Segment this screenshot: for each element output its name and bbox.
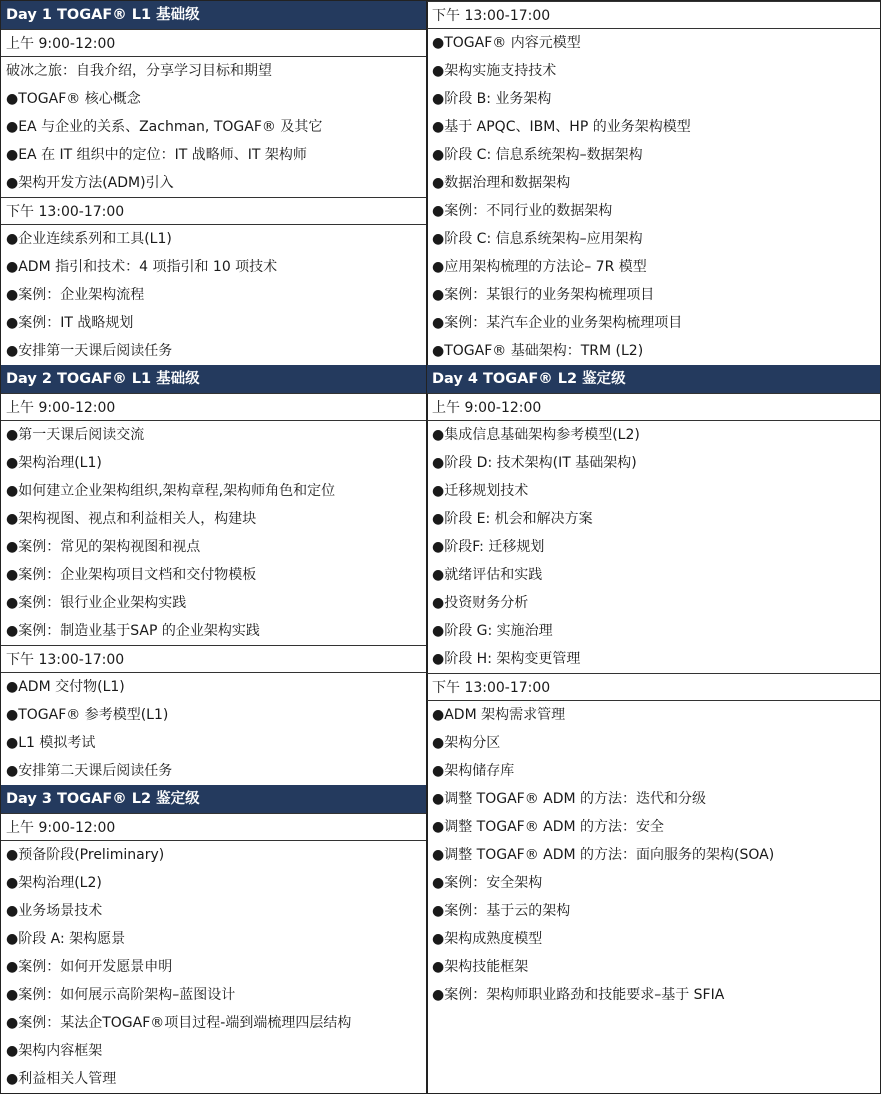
agenda-item: ●调整 TOGAF® ADM 的方法：面向服务的架构(SOA) [432,847,775,863]
agenda-item: ●L1 模拟考试 [6,735,96,751]
schedule-column-right [426,0,881,1094]
agenda-item: ●案例：银行业企业架构实践 [6,595,187,611]
agenda-item: ●第一天课后阅读交流 [6,427,145,443]
agenda-item: ●阶段 H: 架构变更管理 [432,651,581,667]
agenda-item: ●案例：常见的架构视图和视点 [6,539,201,555]
agenda-item: ●阶段 A: 架构愿景 [6,931,126,947]
agenda-item: ●架构开发方法(ADM)引入 [6,175,174,191]
agenda-item: ●案例：制造业基于SAP 的企业架构实践 [6,623,260,639]
agenda-item: ●架构成熟度模型 [432,931,543,947]
agenda-item: ●安排第一天课后阅读任务 [6,343,173,359]
agenda-item: ●阶段 D: 技术架构(IT 基础架构) [432,455,637,471]
agenda-item: ●案例：企业架构项目文档和交付物模板 [6,567,257,583]
agenda-item: ●架构实施支持技术 [432,63,557,79]
day-header: Day 3 TOGAF® L2 鉴定级 [1,785,427,813]
session-time-row: 上午 9:00-12:00 [1,813,427,841]
agenda-item: ●案例：不同行业的数据架构 [432,203,613,219]
agenda-item: ●案例：安全架构 [432,875,543,891]
agenda-item: ●投资财务分析 [432,595,529,611]
agenda-item: ●预备阶段(Preliminary) [6,847,165,863]
session-time-row: 下午 13:00-17:00 [427,1,880,29]
agenda-item: ●利益相关人管理 [6,1071,117,1087]
agenda-item: ●调整 TOGAF® ADM 的方法：迭代和分级 [432,791,707,807]
agenda-item: ●架构分区 [432,735,501,751]
agenda-item: ●TOGAF® 基础架构：TRM (L2) [432,343,644,359]
agenda-item: ●如何建立企业架构组织,架构章程,架构师角色和定位 [6,483,336,499]
agenda-item: ●阶段 E: 机会和解决方案 [432,511,593,527]
schedule-column-left [0,0,428,1094]
agenda-item: ●架构内容框架 [6,1043,103,1059]
agenda-item: ●EA 在 IT 组织中的定位：IT 战略师、IT 架构师 [6,147,307,163]
agenda-item: ●阶段F: 迁移规划 [432,539,545,555]
session-time-row: 上午 9:00-12:00 [427,393,880,421]
agenda-item: ●应用架构梳理的方法论– 7R 模型 [432,259,647,275]
agenda-item: ●架构治理(L2) [6,875,102,891]
agenda-item: ●案例：架构师职业路劲和技能要求–基于 SFIA [432,987,725,1003]
agenda-item: ●TOGAF® 内容元模型 [432,35,581,51]
agenda-item: ●案例：企业架构流程 [6,287,145,303]
agenda-item: ●业务场景技术 [6,903,103,919]
agenda-item: ●阶段 C: 信息系统架构–应用架构 [432,231,643,247]
agenda-item: ●架构治理(L1) [6,455,102,471]
agenda-item: ●基于 APQC、IBM、HP 的业务架构模型 [432,119,691,135]
agenda-item: ●就绪评估和实践 [432,567,543,583]
day-header: Day 4 TOGAF® L2 鉴定级 [427,365,880,393]
agenda-item: ●集成信息基础架构参考模型(L2) [432,427,640,443]
agenda-item: ●案例：某法企TOGAF®项目过程-端到端梳理四层结构 [6,1015,352,1031]
agenda-item: ●案例：如何展示高阶架构–蓝图设计 [6,987,236,1003]
agenda-item: ●迁移规划技术 [432,483,529,499]
agenda-item: ●ADM 架构需求管理 [432,707,566,723]
agenda-item: ●企业连续系列和工具(L1) [6,231,172,247]
agenda-item: ●案例：某汽车企业的业务架构梳理项目 [432,315,683,331]
agenda-item: ●阶段 C: 信息系统架构–数据架构 [432,147,643,163]
agenda-item: ●阶段 B: 业务架构 [432,91,552,107]
agenda-item: ●调整 TOGAF® ADM 的方法：安全 [432,819,665,835]
agenda-item: ●ADM 指引和技术：4 项指引和 10 项技术 [6,259,278,275]
agenda-item: ●案例：某银行的业务架构梳理项目 [432,287,655,303]
agenda-item: ●EA 与企业的关系、Zachman, TOGAF® 及其它 [6,119,323,135]
session-time-row: 下午 13:00-17:00 [427,673,880,701]
agenda-item: ●安排第二天课后阅读任务 [6,763,173,779]
session-time-row: 下午 13:00-17:00 [1,645,427,673]
agenda-item: ●案例：如何开发愿景申明 [6,959,173,975]
agenda-item: ●架构储存库 [432,763,515,779]
agenda-item: ●架构视图、视点和利益相关人，构建块 [6,511,257,527]
session-time-row: 下午 13:00-17:00 [1,197,427,225]
day-header: Day 2 TOGAF® L1 基础级 [1,365,427,393]
agenda-item: 破冰之旅：自我介绍，分享学习目标和期望 [6,63,272,79]
agenda-item: ●ADM 交付物(L1) [6,679,125,695]
session-time-row: 上午 9:00-12:00 [1,29,427,57]
agenda-item: ●数据治理和数据架构 [432,175,571,191]
agenda-item: ●TOGAF® 核心概念 [6,91,141,107]
day-header: Day 1 TOGAF® L1 基础级 [1,1,427,29]
agenda-item: ●案例：基于云的架构 [432,903,571,919]
agenda-item: ●案例：IT 战略规划 [6,315,134,331]
session-time-row: 上午 9:00-12:00 [1,393,427,421]
agenda-item: ●阶段 G: 实施治理 [432,623,553,639]
agenda-item: ●架构技能框架 [432,959,529,975]
agenda-item: ●TOGAF® 参考模型(L1) [6,707,169,723]
